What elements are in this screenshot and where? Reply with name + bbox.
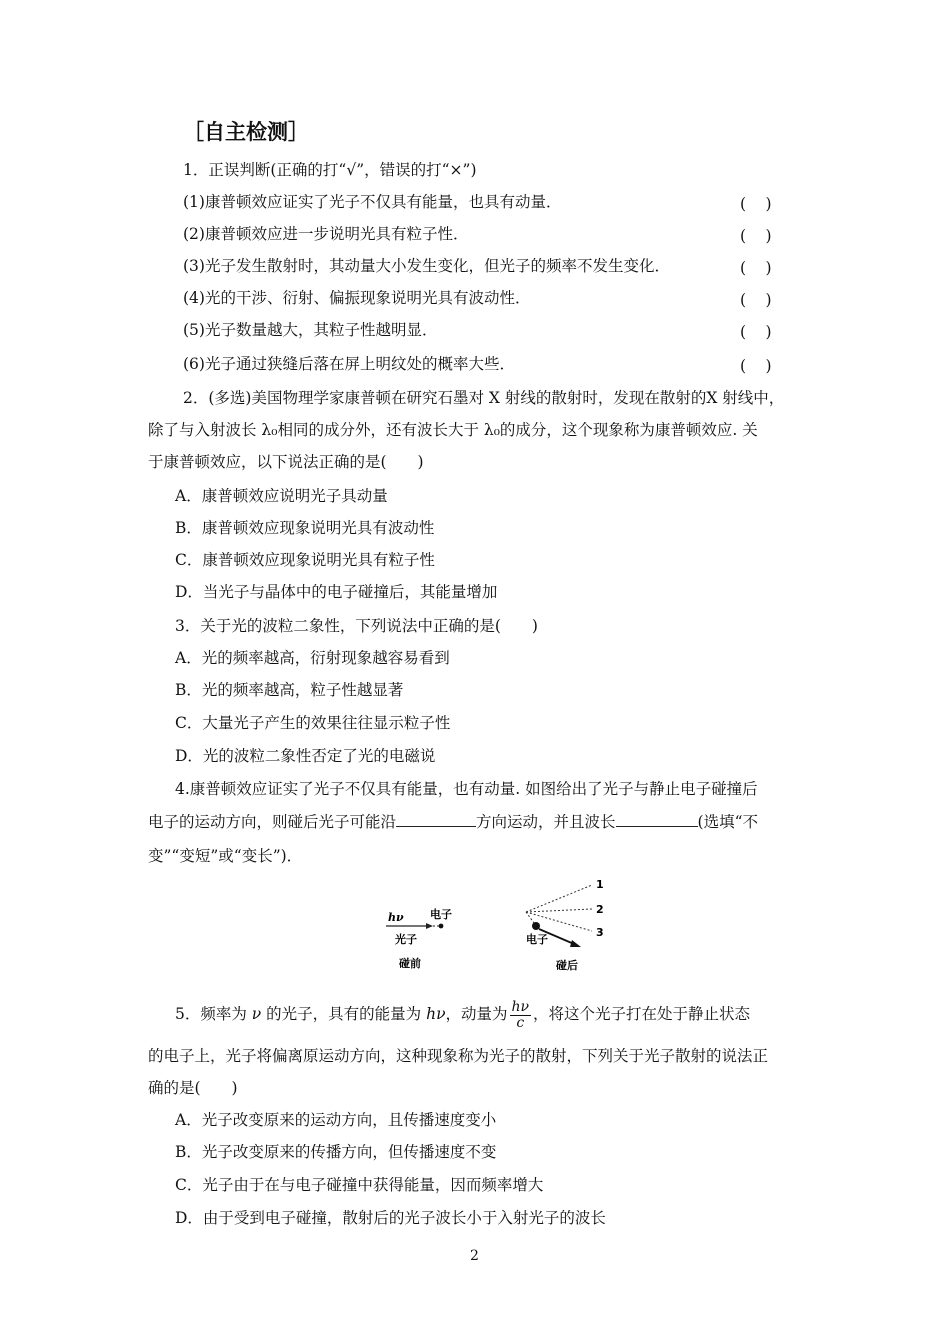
q1-answer-bracket-3: ( ) [740,259,774,277]
q1-item-5: (5)光子数量越大，其粒子性越明显． [183,321,438,339]
direction-line-2 [526,909,592,912]
fraction-denominator: c [516,1014,525,1031]
q2-option-c: C．康普顿效应现象说明光具有粒子性 [175,551,435,569]
q1-item-4: (4)光的干涉、衍射、偏振现象说明光具有波动性． [183,289,531,307]
q1-answer-bracket-4: ( ) [740,291,774,309]
q4-stem-line-3: 变”“变短”或“变长”)． [148,847,303,865]
q5-nu-symbol: ν [251,1005,262,1023]
hv-label: hν [388,911,404,924]
q5-text-part-4: ，将这个光子打在处于静止状态 [533,1005,751,1023]
q2-stem-line-3: 于康普顿效应，以下说法正确的是( ) [148,453,424,471]
q3-option-d: D．光的波粒二象性否定了光的电磁说 [175,747,436,765]
collision-figure [380,876,620,976]
q1-answer-bracket-6: ( ) [740,357,774,375]
caption-before: 碰前 [399,957,421,970]
q5-stem-line-3: 确的是( ) [148,1079,238,1097]
q5-stem-line-1 [175,998,750,1031]
direction-label-1: 1 [596,878,604,891]
q3-option-c: C．大量光子产生的效果往往显示粒子性 [175,714,451,732]
q5-option-c: C．光子由于在与电子碰撞中获得能量，因而频率增大 [175,1176,544,1194]
q4-text-part-1: 电子的运动方向，则碰后光子可能沿 [148,813,397,831]
q5-option-d: D．由于受到电子碰撞，散射后的光子波长小于入射光子的波长 [175,1209,606,1227]
q1-item-6: (6)光子通过狭缝后落在屏上明纹处的概率大些． [183,355,515,373]
q1-stem: 1．正误判断(正确的打“√”，错误的打“×”) [183,161,477,179]
q3-stem: 3．关于光的波粒二象性，下列说法中正确的是( ) [175,617,538,635]
q3-option-b: B．光的频率越高，粒子性越显著 [175,681,404,699]
photon-arrow-head [426,923,433,929]
q2-option-a: A．康普顿效应说明光子具动量 [175,487,388,505]
q4-stem-line-2 [148,812,758,832]
q2-stem-line-1: 2．(多选)美国物理学家康普顿在研究石墨对 X 射线的散射时，发现在散射的X 射线中， [183,389,785,407]
q5-option-a: A．光子改变原来的运动方向，且传播速度变小 [175,1111,497,1129]
electron-label-before: 电子 [430,908,452,921]
q4-answer-blank-1[interactable] [396,812,476,827]
photon-label: 光子 [395,933,417,946]
section-title: ［自主检测］ [183,120,309,144]
q5-text-part-3: ，动量为 [445,1005,508,1023]
q2-option-d: D．当光子与晶体中的电子碰撞后，其能量增加 [175,583,498,601]
page-number: 2 [470,1248,479,1264]
q1-answer-bracket-2: ( ) [740,227,774,245]
q4-stem-line-1: 4.康普顿效应证实了光子不仅具有能量，也有动量. 如图给出了光子与静止电子碰撞后 [175,780,758,798]
q2-stem-line-2: 除了与入射波长 λ₀相同的成分外，还有波长大于 λ₀的成分，这个现象称为康普顿效应. 关 [148,421,758,439]
q1-answer-bracket-5: ( ) [740,323,774,341]
q4-answer-blank-2[interactable] [616,812,698,827]
q5-stem-line-2: 的电子上，光子将偏离原运动方向，这种现象称为光子的散射，下列关于光子散射的说法正 [148,1047,769,1065]
q5-text-part-1: 5．频率为 [175,1005,252,1023]
direction-label-3: 3 [596,926,604,939]
electron-dot-after [532,922,540,930]
q5-energy-expression: hν [426,1005,446,1023]
q5-option-b: B．光子改变原来的传播方向，但传播速度不变 [175,1143,497,1161]
q1-item-1: (1)康普顿效应证实了光子不仅具有能量，也具有动量． [183,193,562,211]
caption-after: 碰后 [556,959,578,972]
fraction-numerator: hν [511,998,530,1015]
electron-dot-before [439,924,444,929]
q4-text-part-2: 方向运动，并且波长 [476,813,616,831]
electron-label-after: 电子 [526,933,548,946]
q3-option-a: A．光的频率越高，衍射现象越容易看到 [175,649,450,667]
q1-item-2: (2)康普顿效应进一步说明光具有粒子性． [183,225,469,243]
q1-answer-bracket-1: ( ) [740,195,774,213]
direction-label-2: 2 [596,903,604,916]
q1-item-3: (3)光子发生散射时，其动量大小发生变化，但光子的频率不发生变化． [183,257,670,275]
direction-line-1 [526,885,592,912]
q2-option-b: B．康普顿效应现象说明光具有波动性 [175,519,435,537]
momentum-fraction [510,1000,532,1031]
q5-text-part-2: 的光子，具有的能量为 [261,1005,427,1023]
electron-arrow-head [570,940,581,947]
q4-text-part-3: (选填“不 [697,813,759,831]
